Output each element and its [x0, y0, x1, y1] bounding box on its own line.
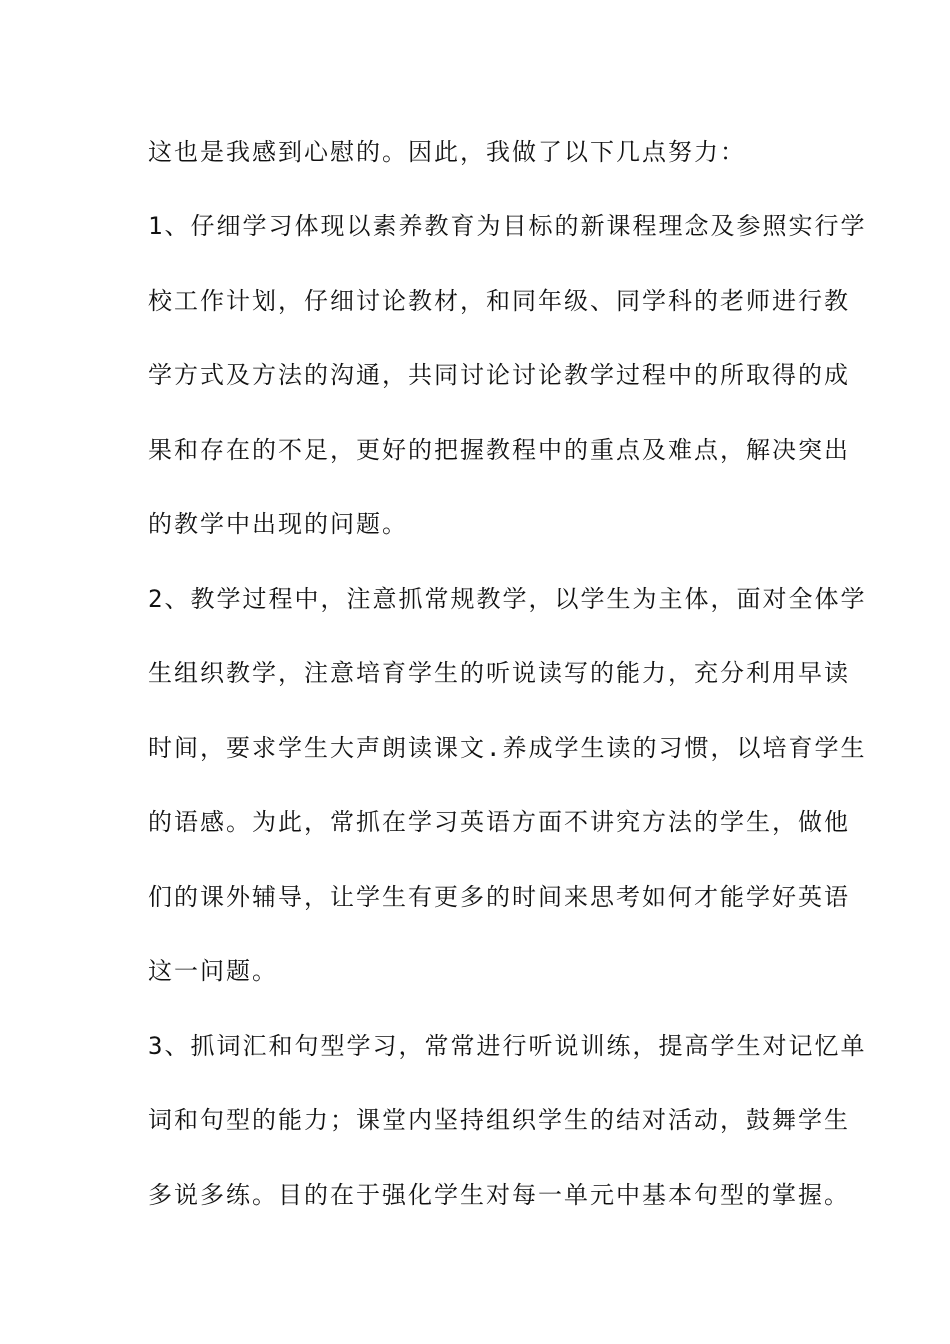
text-line: 的语感。为此，常抓在学习英语方面不讲究方法的学生，做他: [148, 808, 850, 836]
text-line: 多说多练。目的在于强化学生对每一单元中基本句型的掌握。: [148, 1181, 850, 1209]
text-line: 词和句型的能力；课堂内坚持组织学生的结对活动，鼓舞学生: [148, 1106, 850, 1134]
text-line: 时间，要求学生大声朗读课文.养成学生读的习惯，以培育学生: [148, 734, 867, 762]
text-line: 果和存在的不足，更好的把握教程中的重点及难点，解决突出: [148, 436, 850, 464]
text-line: 校工作计划，仔细讨论教材，和同年级、同学科的老师进行教: [148, 287, 850, 315]
text-line: 这一问题。: [148, 957, 278, 985]
text-line: 1、仔细学习体现以素养教育为目标的新课程理念及参照实行学: [148, 212, 867, 240]
text-line: 这也是我感到心慰的。因此，我做了以下几点努力：: [148, 138, 746, 166]
text-line: 学方式及方法的沟通，共同讨论讨论教学过程中的所取得的成: [148, 361, 850, 389]
text-line: 3、抓词汇和句型学习，常常进行听说训练，提高学生对记忆单: [148, 1032, 867, 1060]
text-line: 的教学中出现的问题。: [148, 510, 408, 538]
text-line: 生组织教学，注意培育学生的听说读写的能力，充分利用早读: [148, 659, 850, 687]
text-line: 2、教学过程中，注意抓常规教学，以学生为主体，面对全体学: [148, 585, 867, 613]
text-line: 们的课外辅导，让学生有更多的时间来思考如何才能学好英语: [148, 883, 850, 911]
